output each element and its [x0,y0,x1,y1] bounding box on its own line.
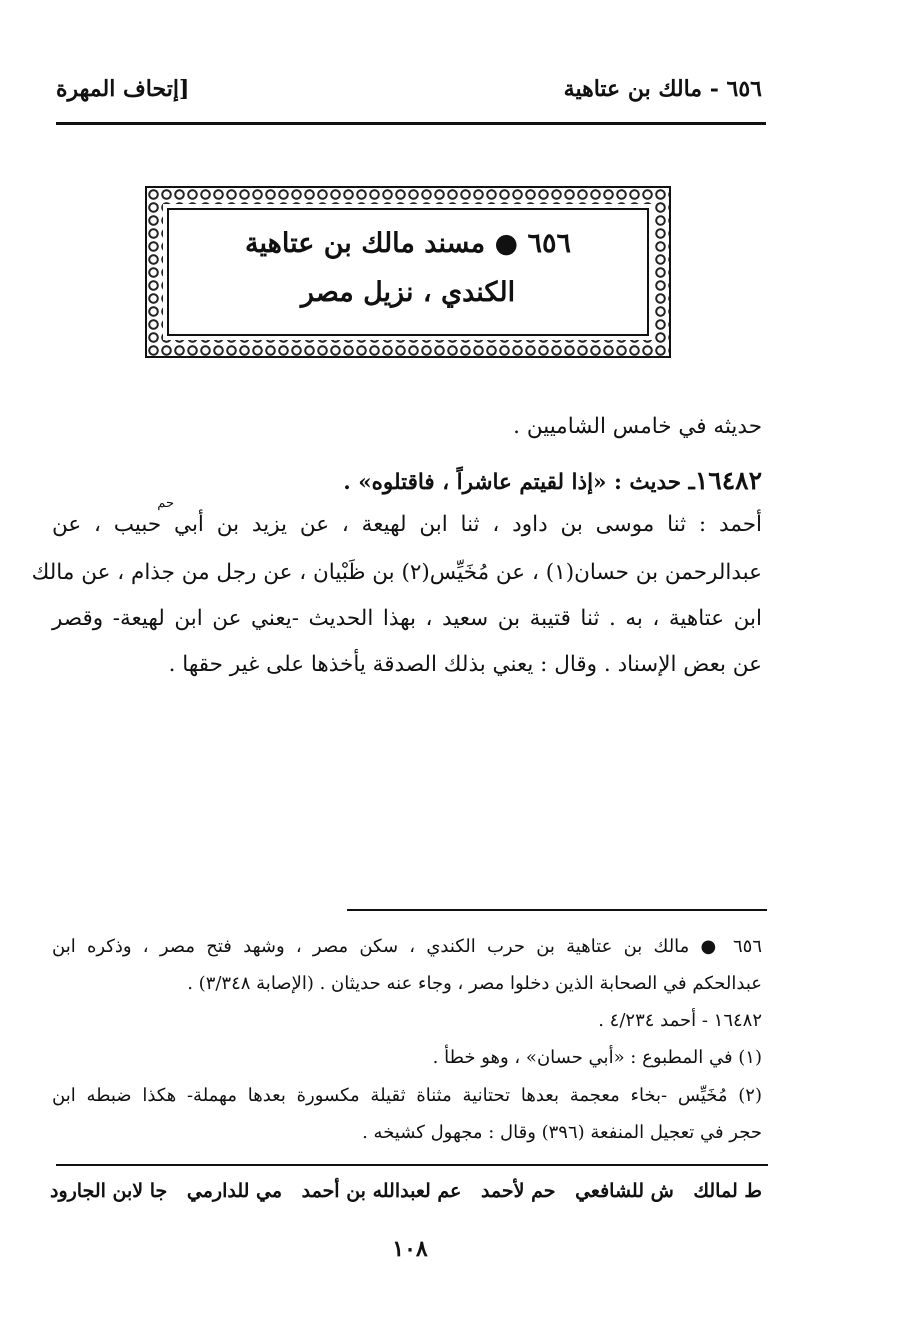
footnote-line-5: (٢) مُخَيِّس -بخاء معجمة بعدها تحتانية مثناة ثقيلة مكسورة بعدها مهملة- هكذا ضبطه ابن [52,1085,762,1106]
footnote-line-2: عبدالحكم في الصحابة الذين دخلوا مصر ، وجاء عنه حديثان . (الإصابة ٣/٣٤٨) . [187,973,762,994]
sigla-legend [50,1180,762,1202]
siglum-shafii: ش للشافعي [575,1180,674,1202]
header-divider [56,122,766,125]
running-header-title: ٦٥٦ - مالك بن عتاهية [563,76,762,102]
footnote-line-4: (١) في المطبوع : «أبي حسان» ، وهو خطأ . [432,1047,762,1068]
body-line-1: أحمد : ثنا موسى بن داود ، ثنا ابن لهيعة ، عن يزيد بن أبي حبيب ، عن [52,512,762,537]
siglum-ahmad: حم لأحمد [480,1180,556,1202]
footnote-line-3: ١٦٤٨٢ - أحمد ٤/٢٣٤ . [598,1010,762,1031]
hadith-number: ١٦٤٨٢ [694,466,762,495]
intro-line: حديثه في خامس الشاميين . [513,414,762,439]
siglum-mark: حم [157,496,174,511]
section-title-line-2: الكندي ، نزيل مصر [300,277,516,308]
body-line-3: ابن عتاهية ، به . ثنا قتيبة بن سعيد ، بهذا الحديث -يعني عن ابن لهيعة- وقصر [52,606,762,631]
page-number: ١٠٨ [392,1236,428,1262]
hadith-title: ـ حديث : «إذا لقيتم عاشراً ، فاقتلوه» . [343,470,695,495]
footnote-divider [347,909,767,911]
body-line-2: عبدالرحمن بن حسان(١) ، عن مُخَيِّس(٢) بن ظَبْيان ، عن رجل من جذام ، عن مالك [31,560,762,585]
siglum-malik: ط لمالك [693,1180,762,1202]
running-header-book: [إتحاف المهرة [56,76,190,102]
hadith-heading [52,466,762,495]
footnote-line-6: حجر في تعجيل المنفعة (٣٩٦) وقال : مجهول كشيخه . [362,1122,762,1143]
siglum-ibn-jarud: جا لابن الجارود [50,1180,168,1202]
footnote-line-1: ٦٥٦ ● مالك بن عتاهية بن حرب الكندي ، سكن مصر ، وشهد فتح مصر ، وذكره ابن [52,936,762,957]
siglum-darimi: مي للدارمي [186,1180,283,1202]
body-line-4: عن بعض الإسناد . وقال : يعني بذلك الصدقة يأخذها على غير حقها . [168,652,762,677]
sigla-divider [56,1164,768,1166]
section-title-line-1: ٦٥٦ ● مسند مالك بن عتاهية [244,228,572,259]
siglum-abdullah: عم لعبدالله بن أحمد [301,1180,462,1202]
